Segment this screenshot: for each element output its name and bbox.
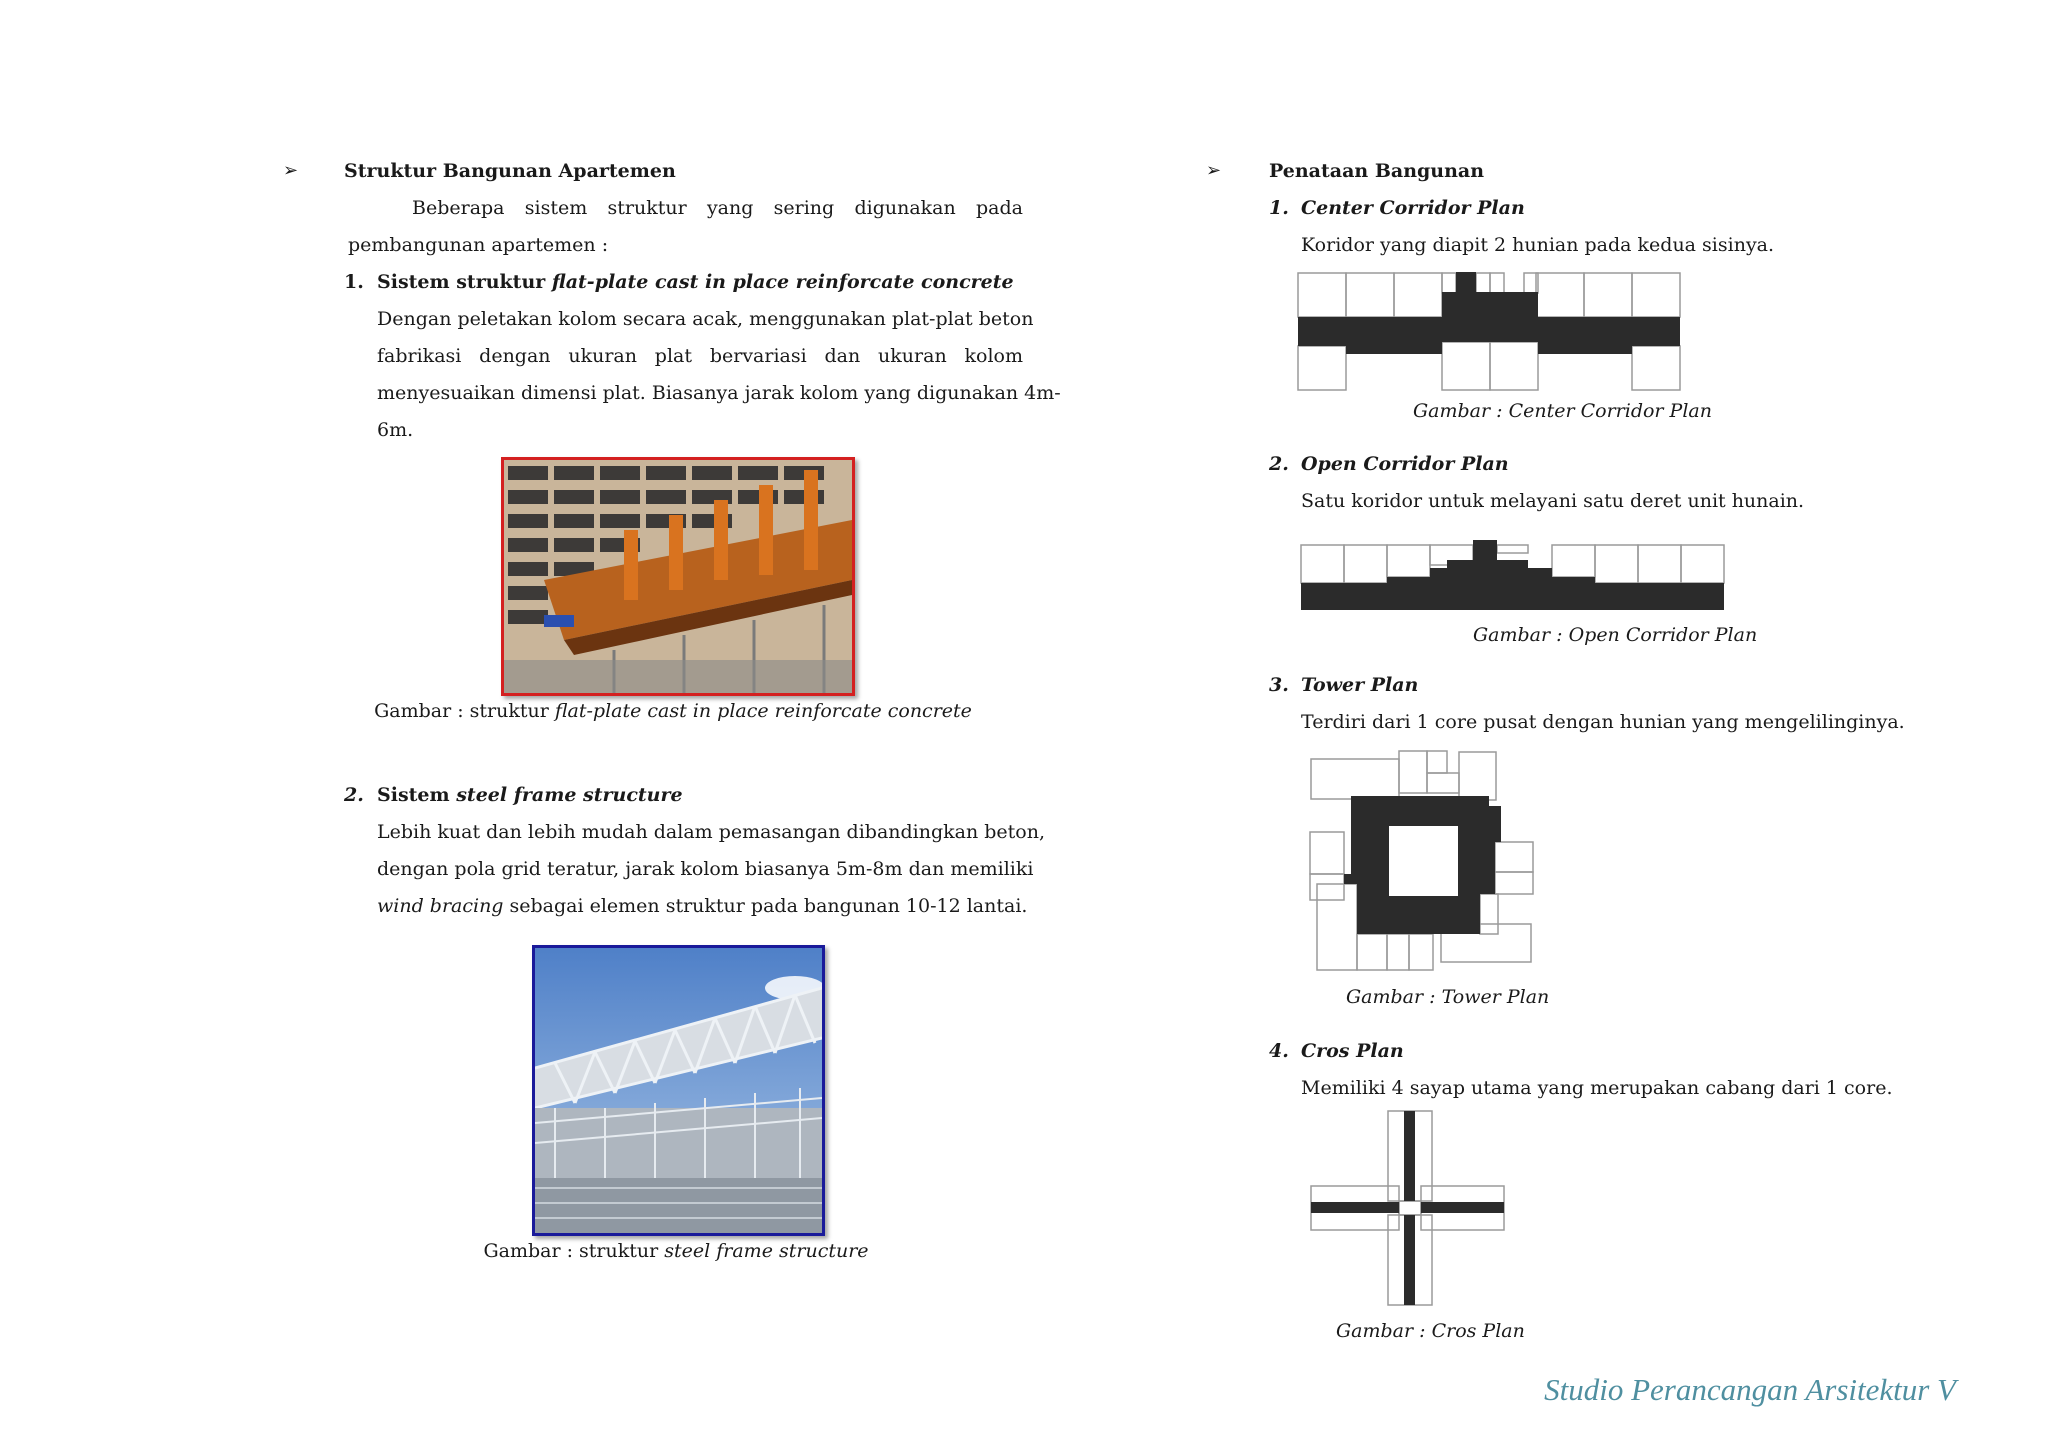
item2-caption: Gambar : struktur steel frame structure [483,1240,869,1262]
intro-line-2: pembangunan apartemen : [348,234,609,256]
item2-title: Sistem steel frame structure [377,784,683,806]
plan2-number: 2. [1269,453,1289,475]
plan3-number: 3. [1269,674,1289,696]
plan4-title: Cros Plan [1301,1040,1404,1062]
open-corridor-plan-diagram [1300,540,1725,610]
bullet-arrow-icon: ➢ [1206,160,1222,181]
plan1-desc: Koridor yang diapit 2 hunian pada kedua sisinya. [1301,234,1775,256]
item2-line-3: wind bracing sebagai elemen struktur pada bangunan 10-12 lantai. [377,895,1028,917]
item1-number: 1. [344,271,364,293]
plan2-desc: Satu koridor untuk melayani satu deret unit hunain. [1301,490,1805,512]
cros-plan-diagram [1310,1110,1505,1306]
plan3-caption: Gambar : Tower Plan [1346,986,1550,1008]
item2-number: 2. [344,784,364,806]
center-corridor-plan-diagram [1297,272,1681,392]
steel-frame-photo [532,945,825,1236]
construction-building-image [504,460,852,693]
tower-plan-diagram [1305,748,1535,974]
item1-caption: Gambar : struktur flat-plate cast in place reinforcate concrete [374,700,972,722]
plan4-number: 4. [1269,1040,1289,1062]
plan2-title: Open Corridor Plan [1301,453,1509,475]
plan4-caption: Gambar : Cros Plan [1336,1320,1525,1342]
intro-paragraph [348,190,1023,264]
plan3-title: Tower Plan [1301,674,1419,696]
left-heading: Struktur Bangunan Apartemen [344,160,676,182]
plan1-number: 1. [1269,197,1289,219]
plan4-desc: Memiliki 4 sayap utama yang merupakan cabang dari 1 core. [1301,1077,1893,1099]
plan3-desc: Terdiri dari 1 core pusat dengan hunian yang mengelilinginya. [1301,711,1905,733]
flat-plate-photo [501,457,855,696]
item1-title: Sistem struktur flat-plate cast in place reinforcate concrete [377,271,1014,293]
steel-truss-image [535,948,822,1233]
item1-paragraph: Dengan peletakan kolom secara acak, menggunakan plat-plat beton fabrikasi dengan ukuran plat bervariasi dan ukuran kolom menyesuaikan dimensi plat. Biasanya jarak kolom yang digunakan 4m- 6m. [377,308,1061,441]
plan1-title: Center Corridor Plan [1301,197,1525,219]
item2-paragraph: Lebih kuat dan lebih mudah dalam pemasangan dibandingkan beton, dengan pola grid teratur, jarak kolom biasanya 5m-8m dan memiliki wind bracing sebagai elemen struktur pada bangunan 10-12 lantai. [377,814,1023,925]
intro-line-1: Beberapa sistem struktur yang sering digunakan pada [412,197,1023,219]
plan2-caption: Gambar : Open Corridor Plan [1473,624,1758,646]
footer-studio-title: Studio Perancangan Arsitektur V [1544,1372,1956,1407]
right-heading: Penataan Bangunan [1269,160,1485,182]
bullet-arrow-icon: ➢ [283,160,299,181]
plan1-caption: Gambar : Center Corridor Plan [1413,400,1712,422]
